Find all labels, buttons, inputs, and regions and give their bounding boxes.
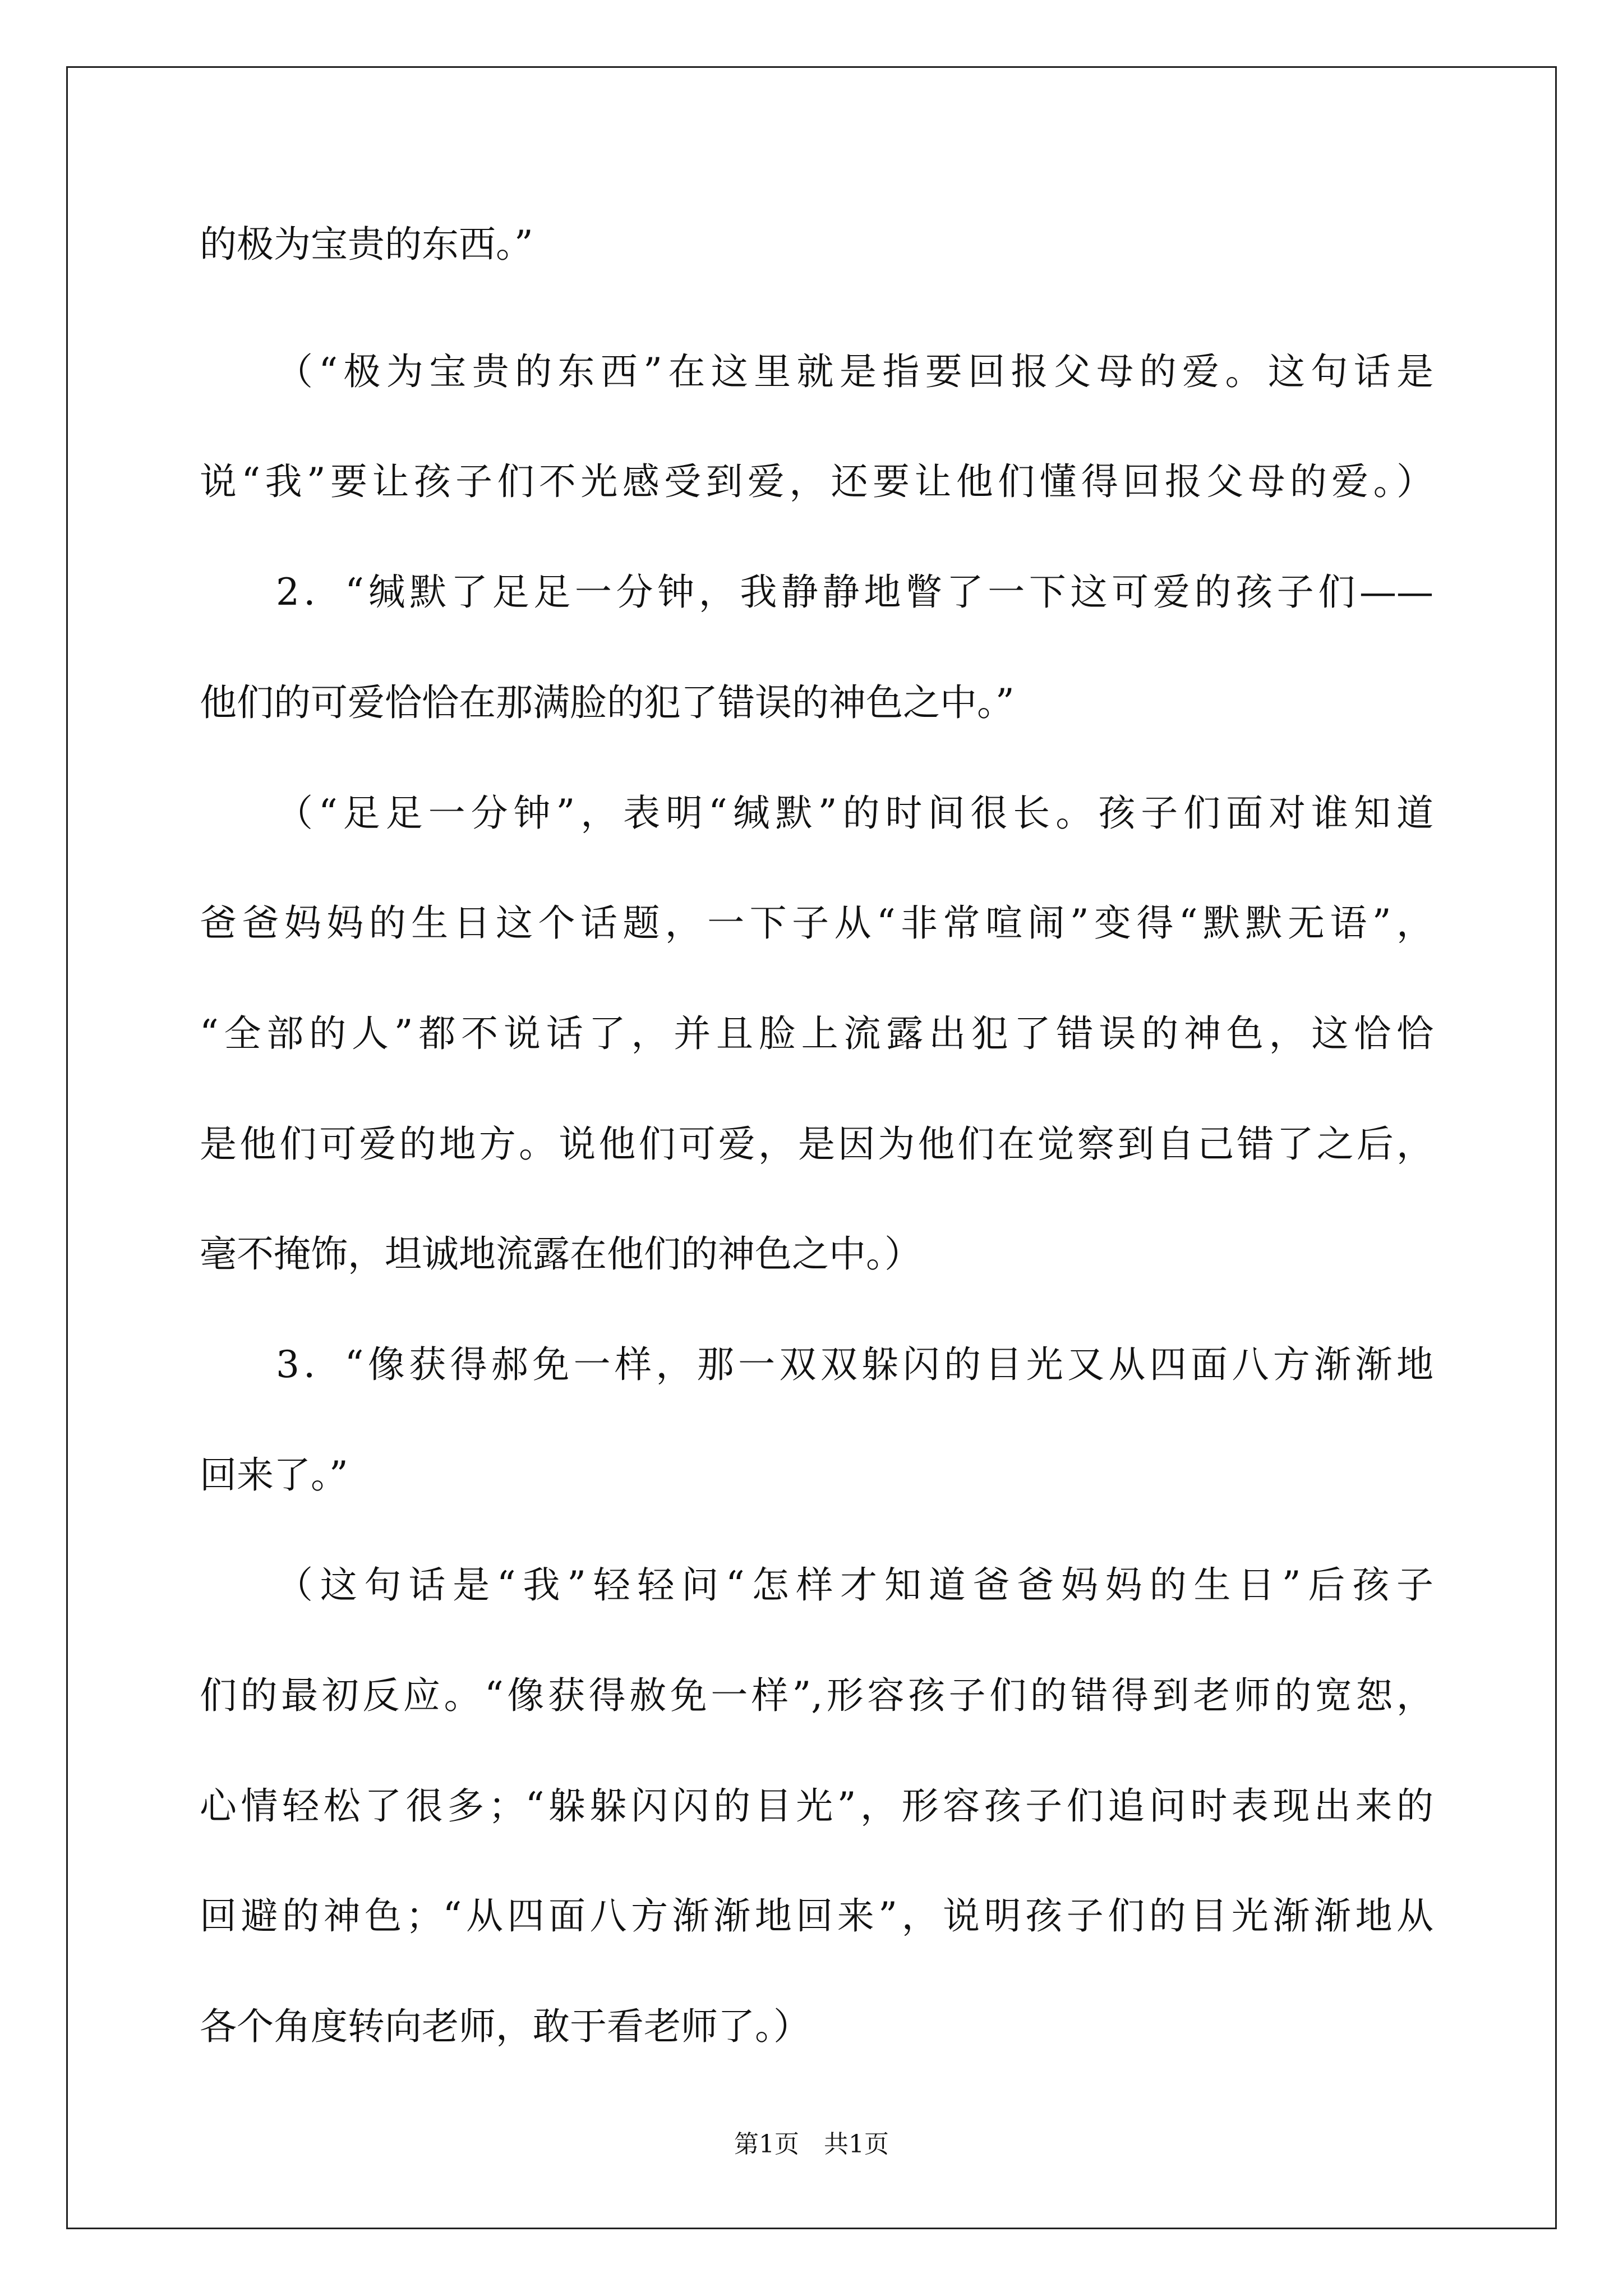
- text-line: （这句话是“我”轻轻问“怎样才知道爸爸妈妈的生日”后孩子: [276, 1563, 1433, 1607]
- text-line: 各个角度转向老师，敢于看老师了。）: [200, 2005, 810, 2048]
- text-line: “全部的人”都不说话了，并且脸上流露出犯了错误的神色，这恰恰: [200, 1012, 1433, 1055]
- text-line: （“极为宝贵的东西”在这里就是指要回报父母的爱。这句话是: [276, 350, 1433, 393]
- page-number-footer: 第1页 共1页: [734, 2130, 889, 2159]
- text-line: 心情轻松了很多；“躲躲闪闪的目光”，形容孩子们追问时表现出来的: [200, 1784, 1433, 1828]
- text-line: 爸爸妈妈的生日这个话题，一下子从“非常喧闹”变得“默默无语”，: [200, 901, 1433, 945]
- text-line: 们的最初反应。“像获得赦免一样”,形容孩子们的错得到老师的宽恕，: [200, 1674, 1433, 1717]
- text-line: 回避的神色；“从四面八方渐渐地回来”，说明孩子们的目光渐渐地从: [200, 1894, 1433, 1938]
- text-line: 3．“像获得郝免一样，那一双双躲闪的目光又从四面八方渐渐地: [276, 1343, 1433, 1386]
- text-line: 说“我”要让孩子们不光感受到爱，还要让他们懂得回报父母的爱。）: [200, 460, 1433, 503]
- text-line: 是他们可爱的地方。说他们可爱，是因为他们在觉察到自己错了之后，: [200, 1122, 1433, 1166]
- text-line: （“足足一分钟”，表明“缄默”的时间很长。孩子们面对谁知道: [276, 792, 1433, 835]
- text-line: 的极为宝贵的东西。”: [200, 223, 533, 266]
- text-line: 回来了。”: [200, 1453, 348, 1497]
- text-line: 他们的可爱恰恰在那满脸的犯了错误的神色之中。”: [200, 681, 1015, 724]
- text-line: 2．“缄默了足足一分钟，我静静地瞥了一下这可爱的孩子们——: [276, 570, 1433, 614]
- text-line: 毫不掩饰，坦诚地流露在他们的神色之中。）: [200, 1232, 921, 1276]
